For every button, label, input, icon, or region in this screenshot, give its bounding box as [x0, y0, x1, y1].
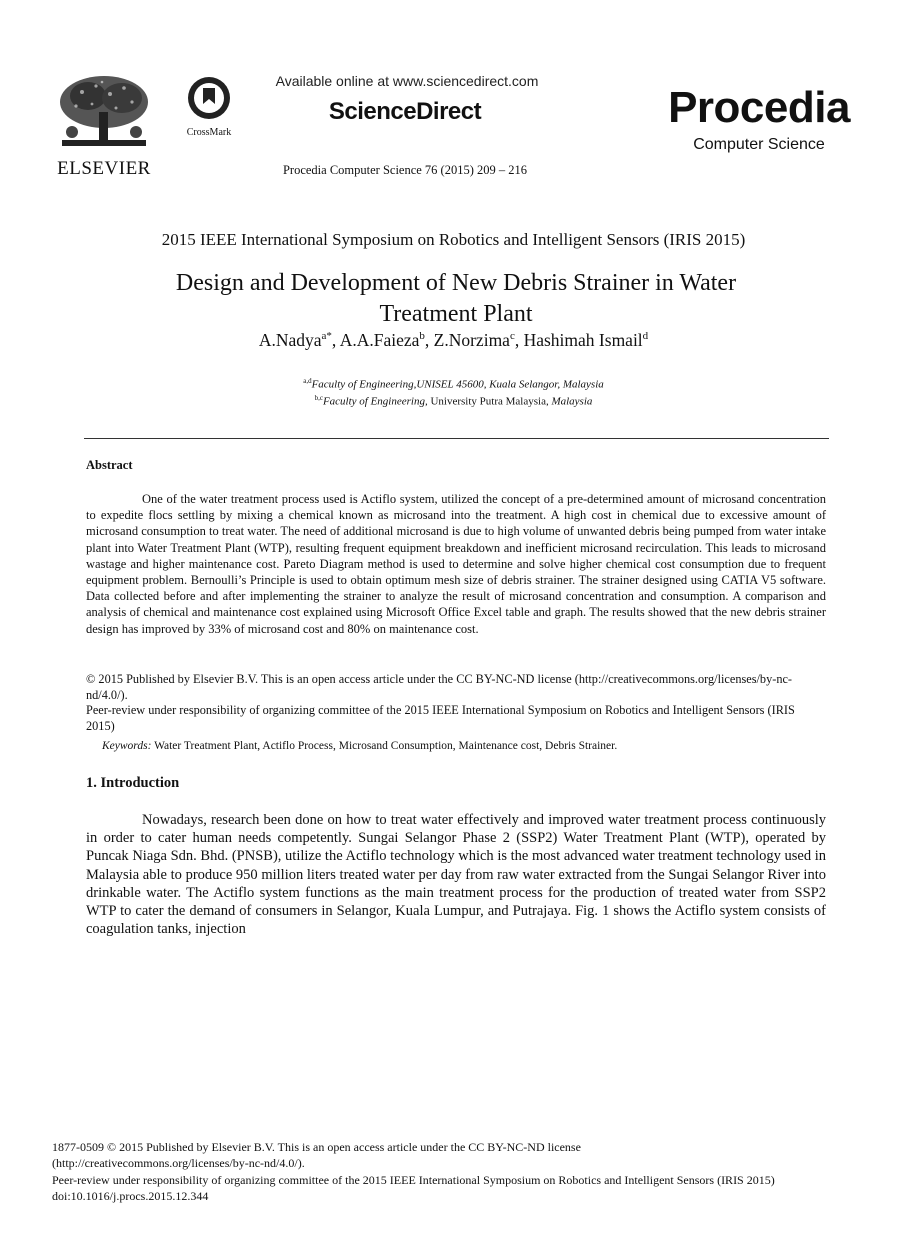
footer-doi[interactable]: doi:10.1016/j.procs.2015.12.344 [52, 1189, 209, 1203]
paper-title [80, 268, 832, 330]
footer-issn-license: 1877-0509 © 2015 Published by Elsevier B.V. This is an open access article under the CC BY-NC-ND license [52, 1140, 581, 1154]
affiliation-text-plain: University Putra Malaysia, [427, 395, 552, 408]
affiliation-text-italic-2: Malaysia [551, 395, 593, 408]
author-name: A.Nadya [258, 330, 322, 350]
abstract-body [86, 491, 826, 637]
author-sup: a* [321, 330, 332, 343]
footer-peer-review: Peer-review under responsibility of organizing committee of the 2015 IEEE International Symposium on Robotics and Intelligent Sensors (IRIS 2015) [52, 1173, 775, 1187]
author-sup: c [509, 330, 515, 343]
journal-citation: Procedia Computer Science 76 (2015) 209 – 216 [282, 163, 528, 177]
abstract-heading: Abstract [86, 458, 133, 472]
author-name: A.A.Faieza [339, 330, 420, 350]
procedia-subtitle: Computer Science [693, 136, 825, 153]
keywords-list: Water Treatment Plant, Actiflo Process, Microsand Consumption, Maintenance cost, Debris Strainer. [151, 740, 618, 752]
author-list: A.Nadya$^{a*}$, A.A.Faieza$^b$, Z.Norzima$^c$, Hashimah Ismail$^d$ [258, 330, 649, 350]
crossmark-label: CrossMark [186, 127, 232, 138]
affiliation-text: Faculty of Engineering,UNISEL 45600, Kuala Selangor, Malaysia [311, 378, 604, 391]
crossmark-logo[interactable] [178, 76, 240, 138]
affiliation-1 [0, 377, 907, 391]
conference-name: 2015 IEEE International Symposium on Robotics and Intelligent Sensors (IRIS 2015) [161, 230, 746, 249]
keywords [102, 740, 842, 752]
peer-review-notice: Peer-review under responsibility of organizing committee of the 2015 IEEE International Symposium on Robotics and Intelligent Sensors (IRIS 2015) [86, 703, 795, 733]
footer-license-url[interactable]: (http://creativecommons.org/licenses/by-nc-nd/4.0/). [52, 1156, 305, 1170]
sciencedirect-logo: ScienceDirect [328, 98, 482, 125]
abstract-text: One of the water treatment process used is Actiflo system, utilized the concept of a pre-determined amount of microsand concentration to expedite flocs settling by mixing a chemical known as microsand into the treatment. A high cost in chemical due to excessive amount of microsand consumption to treat water. The need of additional microsand is due to high volume of unwanted debris being pumped from water intake plant into Water Treatment Plant (WTP), resulting frequent equipment breakdown and inefficient microsand recirculation. This leads to microsand wastage and higher maintenance cost. Pareto Diagram method is used to determine and solve higher chemical cost consumption due to frequent equipment problem. Bernoulli’s Principle is used to obtain optimum mesh size of debris strainer. The strainer designed using CATIA V5 software. Data collected before and after implementing the strainer to analyze the result of microsand concentration and consumption. A comparison and analysis of chemical and maintenance cost explained using Microsoft Office Excel table and graph. The results showed that the new debris strainer design has improved by 33% of microsand cost and 80% on maintenance cost. [86, 492, 826, 636]
affiliation-sup: a,d [303, 377, 312, 385]
procedia-title: Procedia [668, 83, 850, 132]
author-sup: d [642, 330, 649, 343]
elsevier-logo [52, 74, 156, 180]
available-online-text[interactable]: Available online at www.sciencedirect.com [275, 73, 539, 89]
copyright-notice: © 2015 Published by Elsevier B.V. This is an open access article under the CC BY-NC-ND license (http://creativecommons.org/licenses/by-nc-nd/4.0/). [86, 672, 793, 702]
author-sup: b [419, 330, 425, 343]
introduction-body [86, 811, 826, 938]
crossmark-icon [187, 76, 231, 120]
affiliation-2 [0, 394, 907, 408]
author-name: Hashimah Ismail [523, 330, 643, 350]
section-heading-introduction: 1. Introduction [86, 775, 180, 791]
procedia-logo [668, 83, 850, 154]
title-line-2: Treatment Plant [379, 301, 533, 327]
keywords-label: Keywords: [102, 740, 152, 752]
affiliation-sup: b,c [314, 394, 323, 402]
elsevier-tree-icon [52, 74, 156, 156]
elsevier-wordmark: ELSEVIER [57, 158, 151, 179]
introduction-text: Nowadays, research been done on how to treat water effectively and improved water treatment process continuously in order to cater human needs competently. Sungai Selangor Phase 2 (SSP2) Water Treatment Plant (WTP), operated by Puncak Niaga Sdn. Bhd. (PNSB), utilize the Actiflo technology which is the most advanced water treatment technology used in Malaysia able to produce 950 million liters treated water per day from raw water extracted from the Sungai Selangor River into drinkable water. The Actiflo system functions as the main treatment process for the production of treated water from SSP2 WTP to cater the demand of consumers in Selangor, Kuala Lumpur, and Putrajaya. Fig. 1 shows the Actiflo system consists of coagulation tanks, injection [86, 812, 826, 938]
author-name: Z.Norzima [433, 330, 510, 350]
title-line-1: Design and Development of New Debris Strainer in Water [175, 270, 737, 296]
affiliation-text-italic: Faculty of Engineering, [322, 395, 428, 408]
header-divider [84, 438, 829, 439]
